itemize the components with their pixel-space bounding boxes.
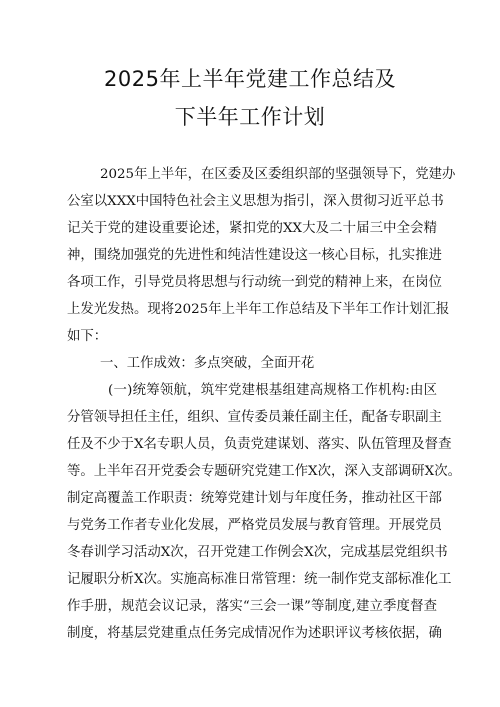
section1-line-2: 分管领导担任主任，组织、宣传委员兼任副主任，配备专职副主 [67, 410, 442, 425]
section1-line-8: 记履职分析X次。实施高标准日常管理：统一制作党支部标准化工 [67, 572, 452, 587]
section1-line-5: 制定高覆盖工作职责：统筹党建计划与年度任务，推动社区干部 [67, 491, 442, 506]
intro-line-4: 神，围绕加强党的先进性和纯洁性建设这一核心目标，扎实推进 [67, 248, 442, 263]
section1-line-9: 作手册，规范会议记录，落实“三会一课”等制度,建立季度督查 [67, 599, 437, 614]
intro-line-3: 记关于党的建设重要论述，紧扣党的XX大及二十届三中全会精 [67, 221, 437, 236]
section1-line-6: 与党务工作者专业化发展，严格党员发展与教育管理。开展党员 [67, 518, 442, 533]
intro-line-7: 如下： [67, 329, 108, 344]
section1-line-4: 等。上半年召开党委会专题研究党建工作X次，深入支部调研X次。 [67, 464, 462, 479]
document-title-line-1: 2025年上半年党建工作总结及 [104, 67, 396, 91]
section1-line-7: 冬春训学习活动X次，召开党建工作例会X次，完成基层党组织书 [67, 545, 448, 560]
section-heading: 一、工作成效：多点突破，全面开花 [100, 356, 315, 371]
intro-line-6: 上发光发热。现将2025年上半年工作总结及下半年工作计划汇报 [67, 302, 450, 317]
intro-line-5: 各项工作，引导党员将思想与行动统一到党的精神上来，在岗位 [67, 275, 442, 290]
intro-line-2: 公室以XXX中国特色社会主义思想为指引，深入贯彻习近平总书 [67, 194, 444, 209]
section1-line-3: 任及不少于X名专职人员，负责党建谋划、落实、队伍管理及督查 [67, 437, 452, 452]
section1-line-10: 制度，将基层党建重点任务完成情况作为述职评议考核依据，确 [67, 626, 442, 641]
section1-line-1: (一)统筹领航，筑牢党建根基组建高规格工作机构:由区 [108, 383, 437, 398]
document-title-line-2: 下半年工作计划 [174, 105, 326, 129]
intro-line-1: 2025年上半年，在区委及区委组织部的坚强领导下，党建办 [100, 167, 456, 182]
